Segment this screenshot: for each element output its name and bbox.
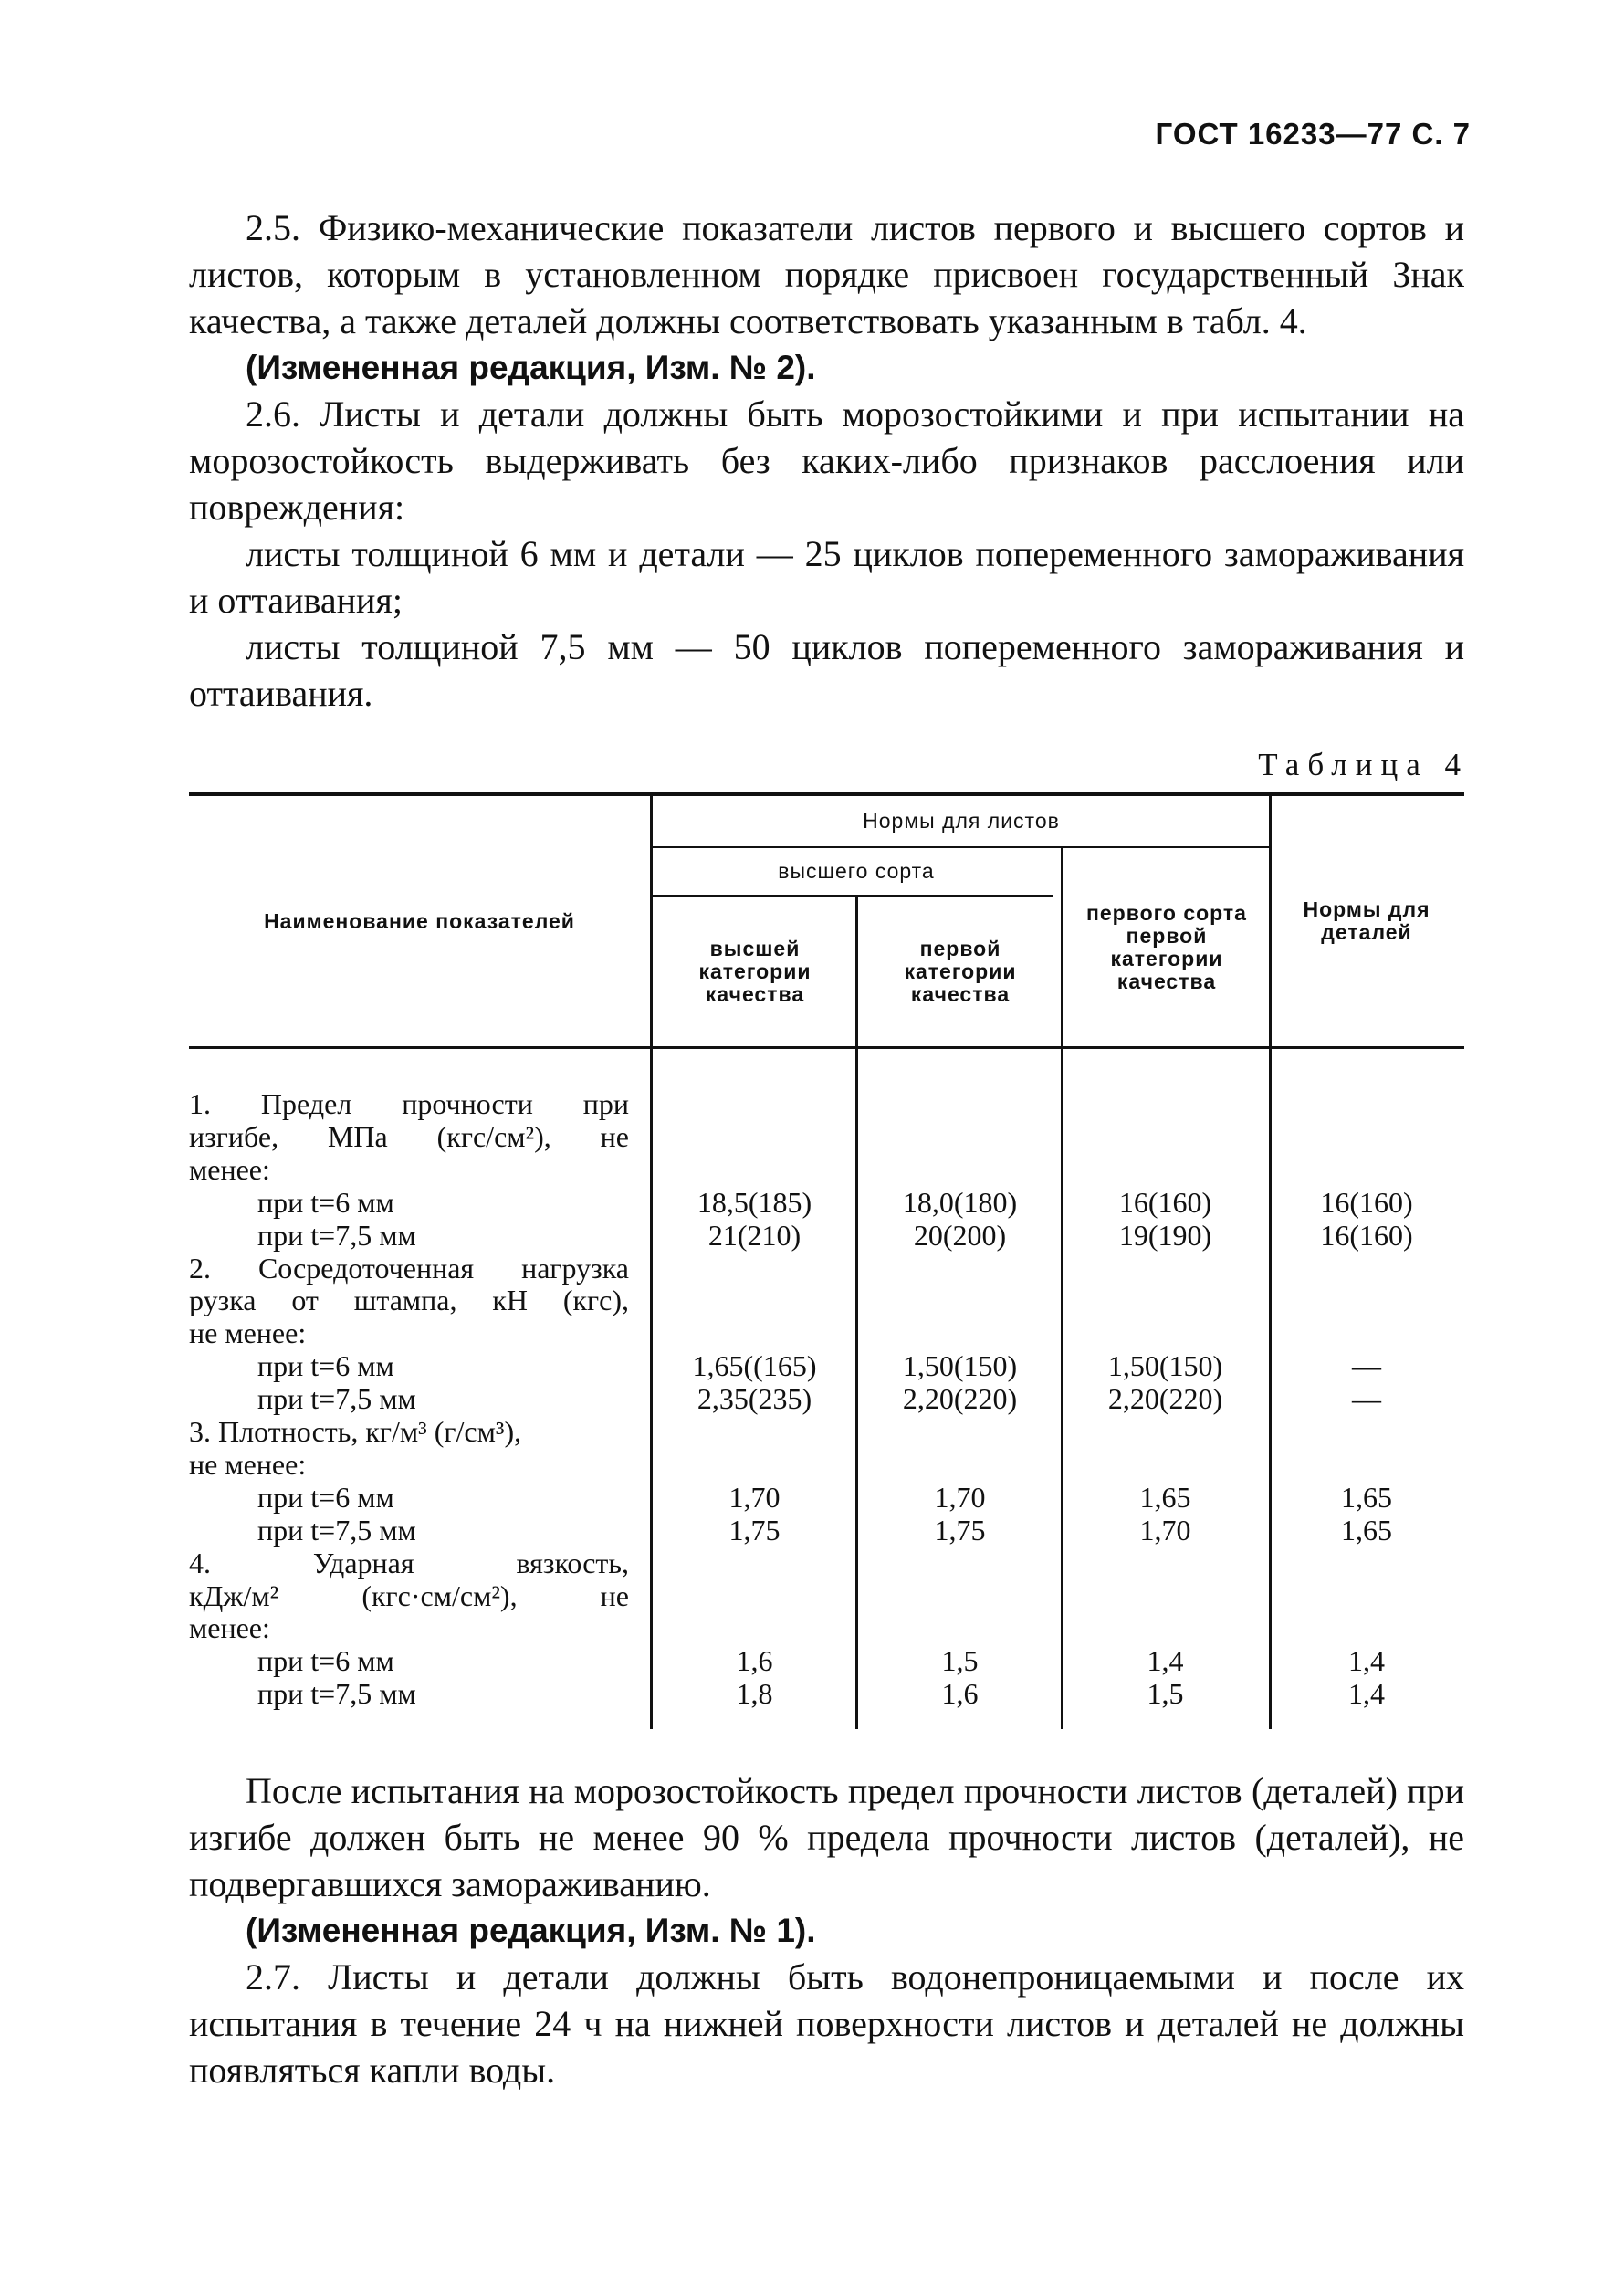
table-row bbox=[189, 1611, 1464, 1644]
value-cell: 1,50(150) bbox=[902, 1349, 1018, 1383]
value-cell: 1,6 bbox=[736, 1644, 773, 1678]
indicator-name: 4. Ударная вязкость, bbox=[189, 1546, 629, 1579]
indicator-name: при t=7,5 мм bbox=[257, 1218, 416, 1252]
paragraph-2-6-item-2: листы толщиной 7,5 мм — 50 циклов попеременного замораживания и оттаивания. bbox=[189, 626, 1464, 714]
indicator-name: при t=7,5 мм bbox=[257, 1382, 416, 1416]
indicator-name: 2. Сосредоточенная нагрузка bbox=[189, 1251, 629, 1285]
indicator-name: при t=6 мм bbox=[257, 1480, 394, 1514]
table-row bbox=[189, 1219, 1464, 1252]
table-row bbox=[189, 1579, 1464, 1612]
value-cell: 1,5 bbox=[1147, 1677, 1184, 1711]
header-highest-grade: высшего сорта bbox=[778, 859, 935, 883]
header-parts: Нормы для деталей bbox=[1303, 897, 1430, 944]
header-first-grade: первого сорта первой категории качества bbox=[1086, 900, 1247, 993]
table-row bbox=[189, 1448, 1464, 1481]
indicator-name: 3. Плотность, кг/м³ (г/см³), bbox=[189, 1415, 522, 1448]
table-row bbox=[189, 1186, 1464, 1219]
indicator-name: при t=6 мм bbox=[257, 1349, 394, 1383]
table-row bbox=[189, 1644, 1464, 1677]
value-cell: 1,50(150) bbox=[1107, 1349, 1223, 1383]
value-cell: 1,65 bbox=[1341, 1513, 1392, 1547]
value-cell: 18,0(180) bbox=[902, 1185, 1018, 1219]
section-text-top bbox=[189, 204, 1464, 717]
paragraph-after-table: После испытания на морозостойкость предел прочности листов (деталей) при изгибе должен быть не менее 90 % предела прочности листов (деталей), не подвергавшихся замораживанию. bbox=[189, 1770, 1464, 1904]
table-row bbox=[189, 1481, 1464, 1514]
paragraph-2-5: 2.5. Физико-механические показатели листов первого и высшего сортов и листов, которым в установленном порядке присвоен государственный Знак качества, а также деталей должны соответствовать указанным в табл. 4. bbox=[189, 207, 1464, 341]
indicator-name: при t=6 мм bbox=[257, 1644, 394, 1678]
value-cell: 1,75 bbox=[728, 1513, 781, 1547]
header-first-category: первой категории качества bbox=[904, 936, 1017, 1006]
table-row bbox=[189, 1153, 1464, 1186]
indicator-name: не менее: bbox=[189, 1447, 307, 1481]
value-cell: 1,4 bbox=[1348, 1644, 1385, 1678]
table-row bbox=[189, 1547, 1464, 1579]
value-cell: 21(210) bbox=[707, 1218, 802, 1252]
indicator-name: при t=7,5 мм bbox=[257, 1513, 416, 1547]
table-row bbox=[189, 1252, 1464, 1285]
table-row bbox=[189, 1316, 1464, 1349]
value-cell: 1,75 bbox=[934, 1513, 986, 1547]
table-row bbox=[189, 1120, 1464, 1153]
value-cell: 18,5(185) bbox=[697, 1185, 812, 1219]
table-row bbox=[189, 1415, 1464, 1448]
header-name-col: Наименование показателей bbox=[264, 908, 575, 933]
edit-note-1: (Измененная редакция, Изм. № 1). bbox=[246, 1912, 816, 1949]
table-4 bbox=[189, 792, 1464, 1733]
section-text-bottom bbox=[189, 1767, 1464, 2093]
paragraph-2-7: 2.7. Листы и детали должны быть водонепроницаемыми и после их испытания в течение 24 ч на нижней поверхности листов и деталей не должны появляться капли воды. bbox=[189, 1956, 1464, 2091]
value-cell: 16(160) bbox=[1118, 1185, 1212, 1219]
value-cell: 1,70 bbox=[728, 1480, 781, 1514]
indicator-name: изгибе, МПа (кгс/см²), не bbox=[189, 1119, 629, 1153]
value-cell: 1,6 bbox=[941, 1677, 979, 1711]
value-cell: 2,35(235) bbox=[697, 1382, 812, 1416]
indicator-name: менее: bbox=[189, 1611, 270, 1645]
indicator-name: менее: bbox=[189, 1152, 270, 1186]
indicator-name: рузка от штампа, кН (кгс), bbox=[189, 1284, 629, 1317]
header-highest-category: высшей категории качества bbox=[698, 936, 812, 1006]
value-cell: 1,70 bbox=[934, 1480, 986, 1514]
table-row bbox=[189, 1514, 1464, 1547]
indicator-name: при t=7,5 мм bbox=[257, 1677, 416, 1711]
table-row bbox=[189, 1677, 1464, 1710]
page-header: ГОСТ 16233—77 С. 7 bbox=[1155, 117, 1471, 151]
table-row bbox=[189, 1382, 1464, 1415]
indicator-name: кДж/м² (кгс·см/см²), не bbox=[189, 1578, 629, 1612]
value-cell: 16(160) bbox=[1320, 1218, 1413, 1252]
paragraph-2-6-item-1: листы толщиной 6 мм и детали — 25 циклов попеременного замораживания и оттаивания; bbox=[189, 533, 1464, 621]
value-cell: 1,65((165) bbox=[692, 1349, 817, 1383]
header-bottom-rule bbox=[189, 1046, 1464, 1049]
value-cell: 20(200) bbox=[913, 1218, 1007, 1252]
paragraph-2-6: 2.6. Листы и детали должны быть морозостойкими и при испытании на морозостойкость выдерживать без каких-либо признаков расслоения или повреждения: bbox=[189, 393, 1464, 528]
table-row bbox=[189, 1349, 1464, 1382]
value-cell: — bbox=[1352, 1382, 1381, 1416]
value-cell: 1,4 bbox=[1348, 1677, 1385, 1711]
table-row bbox=[189, 1284, 1464, 1316]
header-sheets-group: Нормы для листов bbox=[863, 809, 1060, 833]
value-cell: 1,8 bbox=[736, 1677, 773, 1711]
value-cell: 1,4 bbox=[1147, 1644, 1184, 1678]
edit-note-2: (Измененная редакция, Изм. № 2). bbox=[246, 349, 816, 386]
indicator-name: 1. Предел прочности при bbox=[189, 1087, 629, 1120]
value-cell: 19(190) bbox=[1118, 1218, 1212, 1252]
indicator-name: не менее: bbox=[189, 1316, 307, 1350]
table-row bbox=[189, 1087, 1464, 1120]
table-title: Таблица 4 bbox=[1258, 747, 1469, 782]
value-cell: 2,20(220) bbox=[1107, 1382, 1223, 1416]
value-cell: 1,65 bbox=[1341, 1480, 1392, 1514]
value-cell: 1,70 bbox=[1139, 1513, 1191, 1547]
value-cell: 1,65 bbox=[1139, 1480, 1191, 1514]
indicator-name: при t=6 мм bbox=[257, 1185, 394, 1219]
value-cell: 2,20(220) bbox=[902, 1382, 1018, 1416]
value-cell: — bbox=[1352, 1349, 1381, 1383]
value-cell: 1,5 bbox=[941, 1644, 979, 1678]
value-cell: 16(160) bbox=[1320, 1185, 1413, 1219]
